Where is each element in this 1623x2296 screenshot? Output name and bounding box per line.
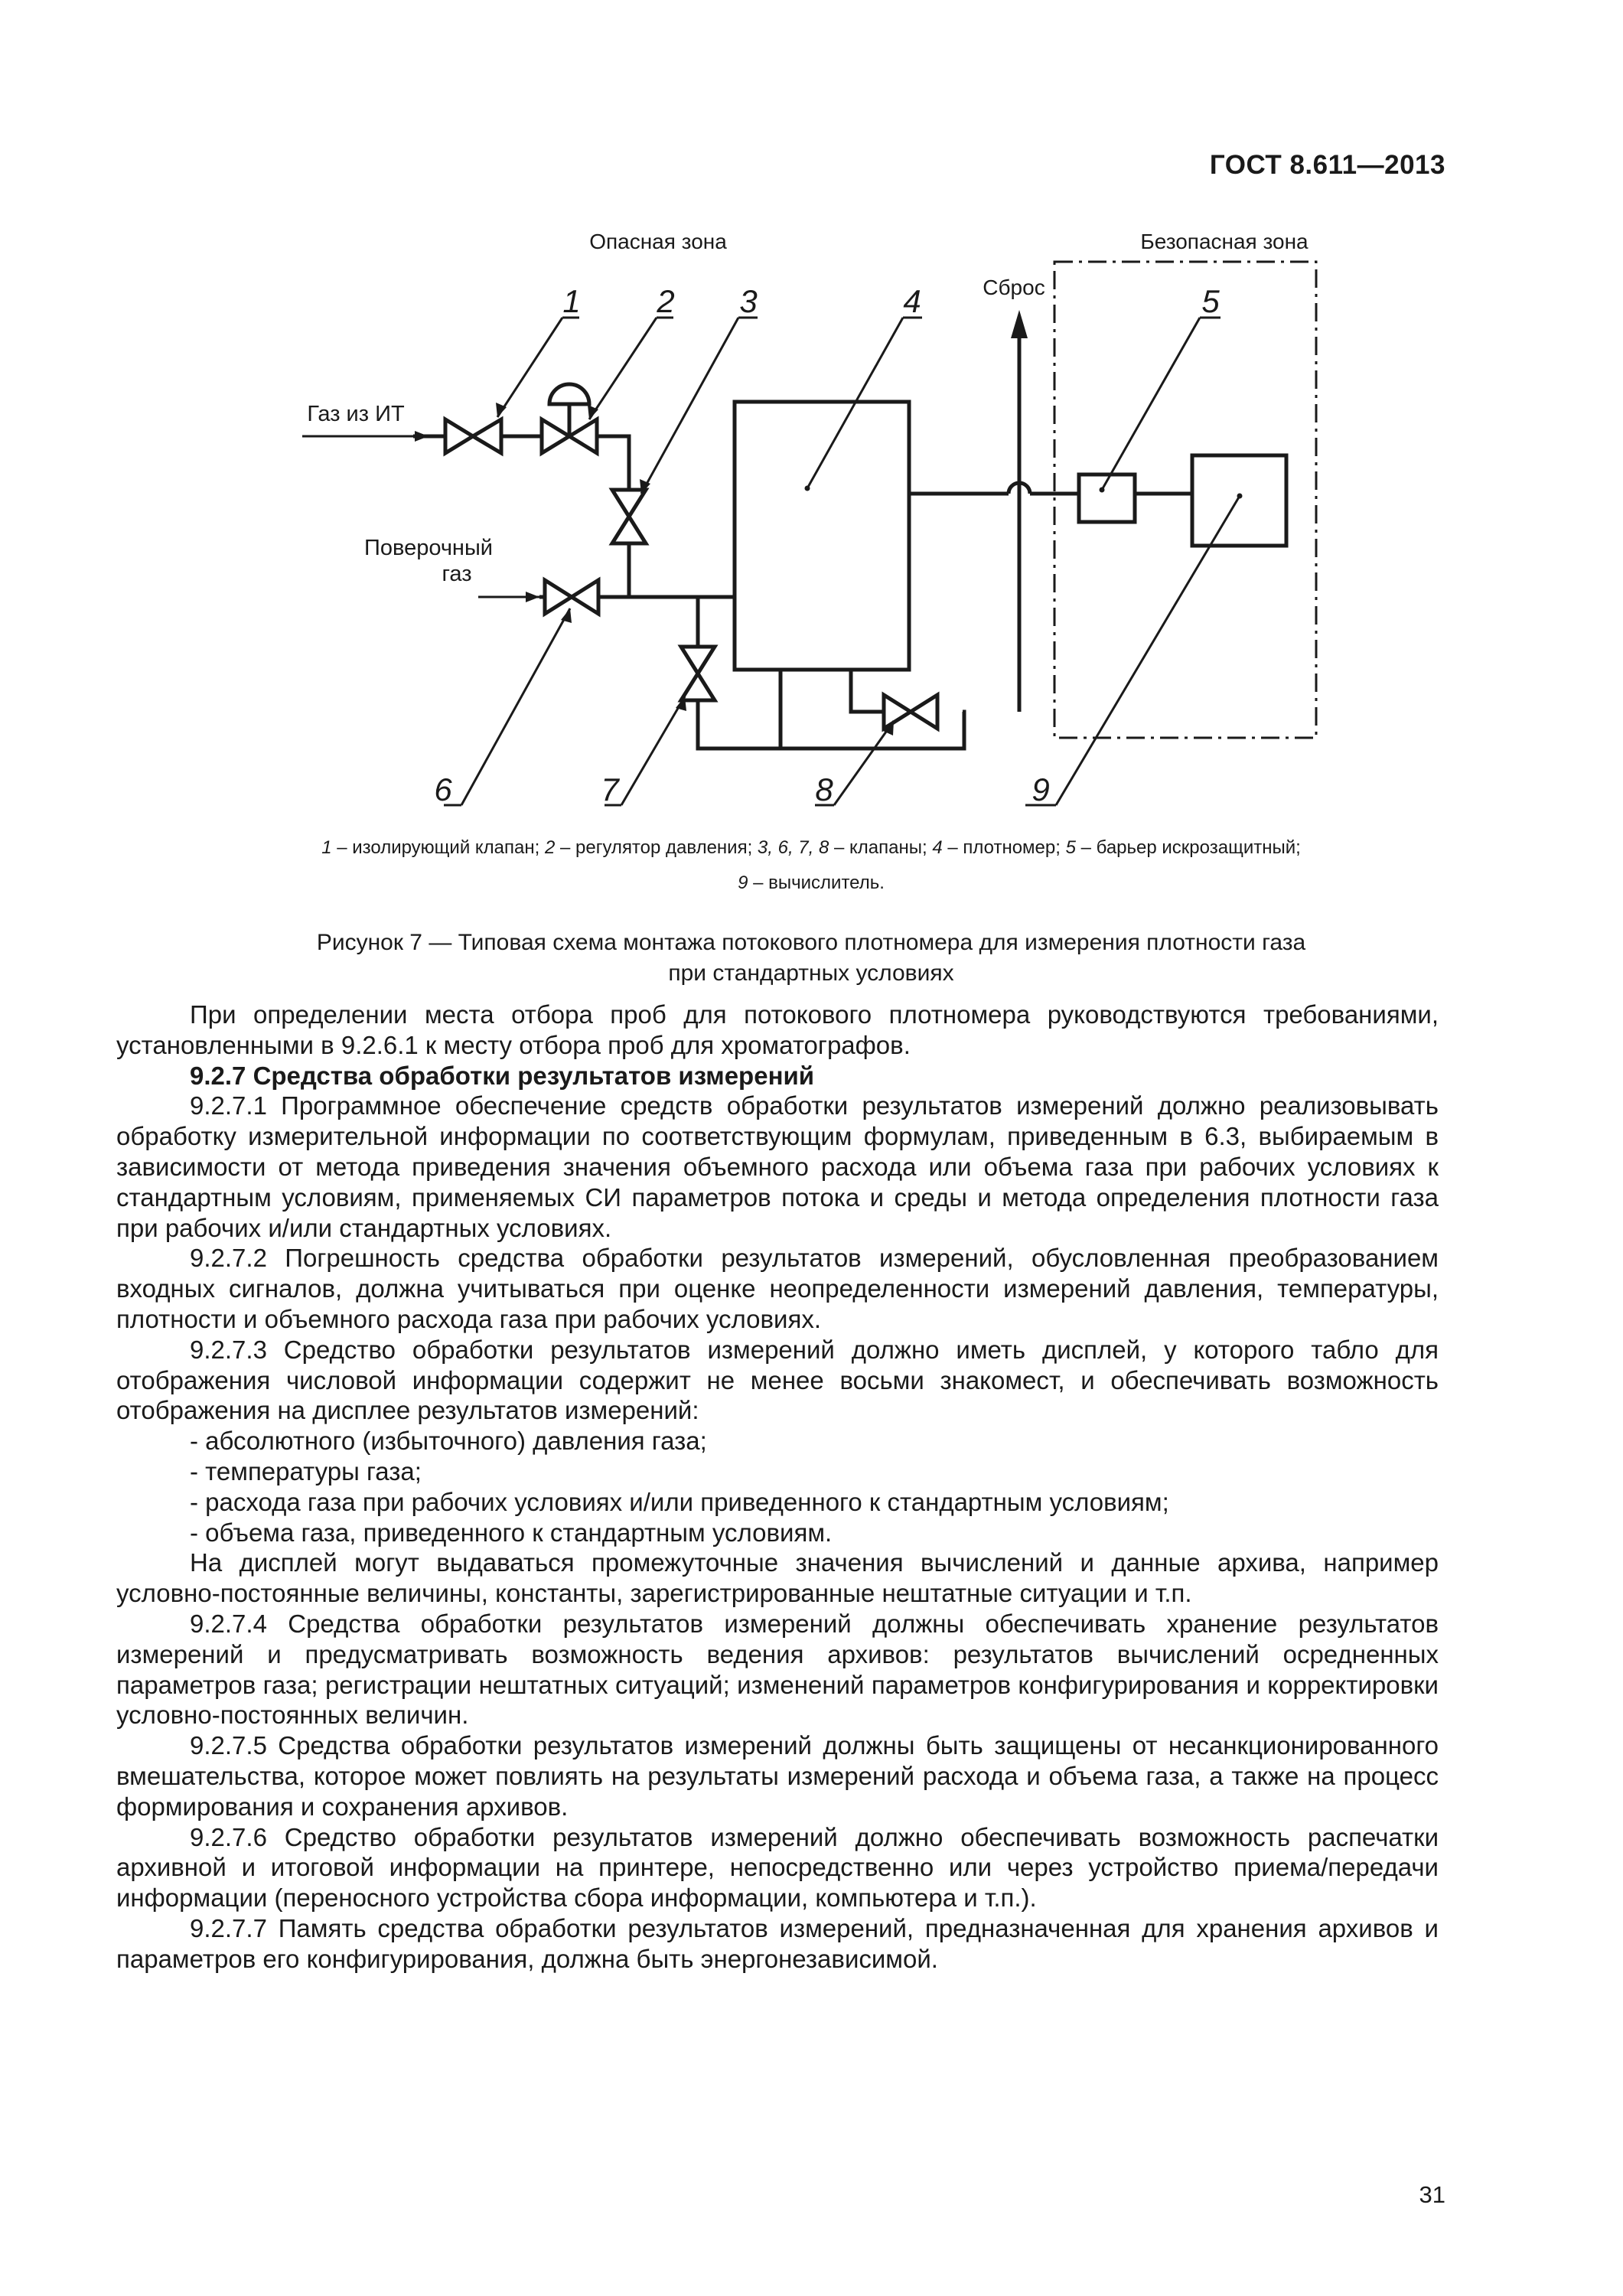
vent-label: Сброс xyxy=(983,276,1045,299)
callout-4: 4 xyxy=(903,283,921,319)
callout-6: 6 xyxy=(434,771,452,807)
section-heading: 9.2.7 Средства обработки результатов измерений xyxy=(190,1061,815,1090)
standard-id: ГОСТ 8.611—2013 xyxy=(1209,150,1445,180)
paragraph: При определении места отбора проб для потокового плотномера руководствуются требованиями, установленными в 9.2.6.1 к месту отбора проб для хроматографов. xyxy=(116,1000,1439,1059)
figure-caption xyxy=(122,928,1500,989)
density-meter-box xyxy=(735,402,909,670)
paragraph: 9.2.7.3 Средство обработки результатов измерений должно иметь дисплей, у которого табло для отображения числовой информации содержит не менее восьми знакомест, и обеспечивать возможность отображения на дисплее результатов измерений: xyxy=(116,1335,1439,1425)
paragraph: 9.2.7.6 Средство обработки результатов измерений должно обеспечивать возможность распечатки архивной и итоговой информации на принтере, непосредственно или через устройство приема/передачи информации (переносного устройства сбора информации, компьютера и т.п.). xyxy=(116,1822,1439,1913)
body-text xyxy=(116,1000,1439,1975)
figure-caption-line-1: Рисунок 7 — Типовая схема монтажа потокового плотномера для измерения плотности газа xyxy=(316,930,1306,955)
valve-7 xyxy=(681,647,715,700)
paragraph: 9.2.7.1 Программное обеспечение средств обработки результатов измерений должно реализовывать обработку измерительной информации по соответствующим формулам, приведенным в 6.3, выбираемым в зависимости от метода приведения значения объемного расхода или объема газа при рабочих условиях к стандартным условиям, применяемых СИ параметров потока и среды и метода определения плотности газа при рабочих и/или стандартных условиях. xyxy=(116,1091,1439,1242)
valve-1 xyxy=(445,419,501,453)
list-item: - расхода газа при рабочих условиях и/или приведенного к стандартным условиям; xyxy=(190,1487,1169,1516)
callout-8: 8 xyxy=(815,771,833,807)
check-gas-label-1: Поверочный xyxy=(364,536,493,560)
paragraph: 9.2.7.4 Средства обработки результатов измерений должны обеспечивать хранение результатов измерений и предусматривать возможность ведения архивов: результатов вычислений осредненных параметров газа; регистрации нештатных ситуаций; изменений параметров конфигурирования и корректировки условно-постоянных величин. xyxy=(116,1609,1439,1730)
paragraph: 9.2.7.5 Средства обработки результатов измерений должны быть защищены от несанкционированного вмешательства, которое может повлиять на результаты измерений расхода и объема газа, а также на процесс формирования и сохранения архивов. xyxy=(116,1731,1439,1821)
zone-safe-label: Безопасная зона xyxy=(1140,230,1309,253)
figure-legend-line-1: 1 – изолирующий клапан; 2 – регулятор давления; 3, 6, 7, 8 – клапаны; 4 – плотномер; 5 – барьер искрозащитный; xyxy=(321,837,1301,858)
callout-7: 7 xyxy=(601,771,619,807)
paragraph: 9.2.7.7 Память средства обработки результатов измерений, предназначенная для хранения архивов и параметров его конфигурирования, должна быть энергонезависимой. xyxy=(116,1913,1439,1973)
callout-5: 5 xyxy=(1201,283,1220,319)
installation-diagram xyxy=(0,0,1623,918)
check-gas-label-2: газ xyxy=(442,562,472,586)
valve-3 xyxy=(612,490,646,543)
check-gas-arrow xyxy=(526,592,539,602)
zone-hazard-label: Опасная зона xyxy=(589,230,727,253)
gas-in-label: Газ из ИТ xyxy=(307,402,405,426)
paragraph: На дисплей могут выдаваться промежуточные значения вычислений и данные архива, например условно-постоянные величины, константы, зарегистрированные нештатные ситуации и т.п. xyxy=(116,1548,1439,1608)
vent-arrow xyxy=(1011,310,1028,338)
figure-legend-line-2: 9 – вычислитель. xyxy=(738,872,885,893)
page-number: 31 xyxy=(1419,2181,1445,2208)
list-item: - объема газа, приведенного к стандартным условиям. xyxy=(190,1518,833,1547)
callout-9: 9 xyxy=(1031,771,1050,807)
callout-1: 1 xyxy=(562,283,581,319)
calculator-box xyxy=(1192,455,1286,546)
callout-3: 3 xyxy=(739,283,758,319)
safe-zone-frame xyxy=(1054,262,1316,738)
paragraph: 9.2.7.2 Погрешность средства обработки результатов измерений, обусловленная преобразованием входных сигналов, должна учитываться при оценке неопределенности измерений давления, температуры, плотности и объемного расхода газа при рабочих условиях. xyxy=(116,1244,1439,1333)
list-item: - абсолютного (избыточного) давления газа; xyxy=(190,1427,707,1456)
piping xyxy=(413,329,1192,748)
figure-caption-line-2: при стандартных условиях xyxy=(668,960,954,986)
valve-6 xyxy=(545,580,598,614)
callout-2: 2 xyxy=(657,283,675,319)
list-item: - температуры газа; xyxy=(190,1456,422,1486)
